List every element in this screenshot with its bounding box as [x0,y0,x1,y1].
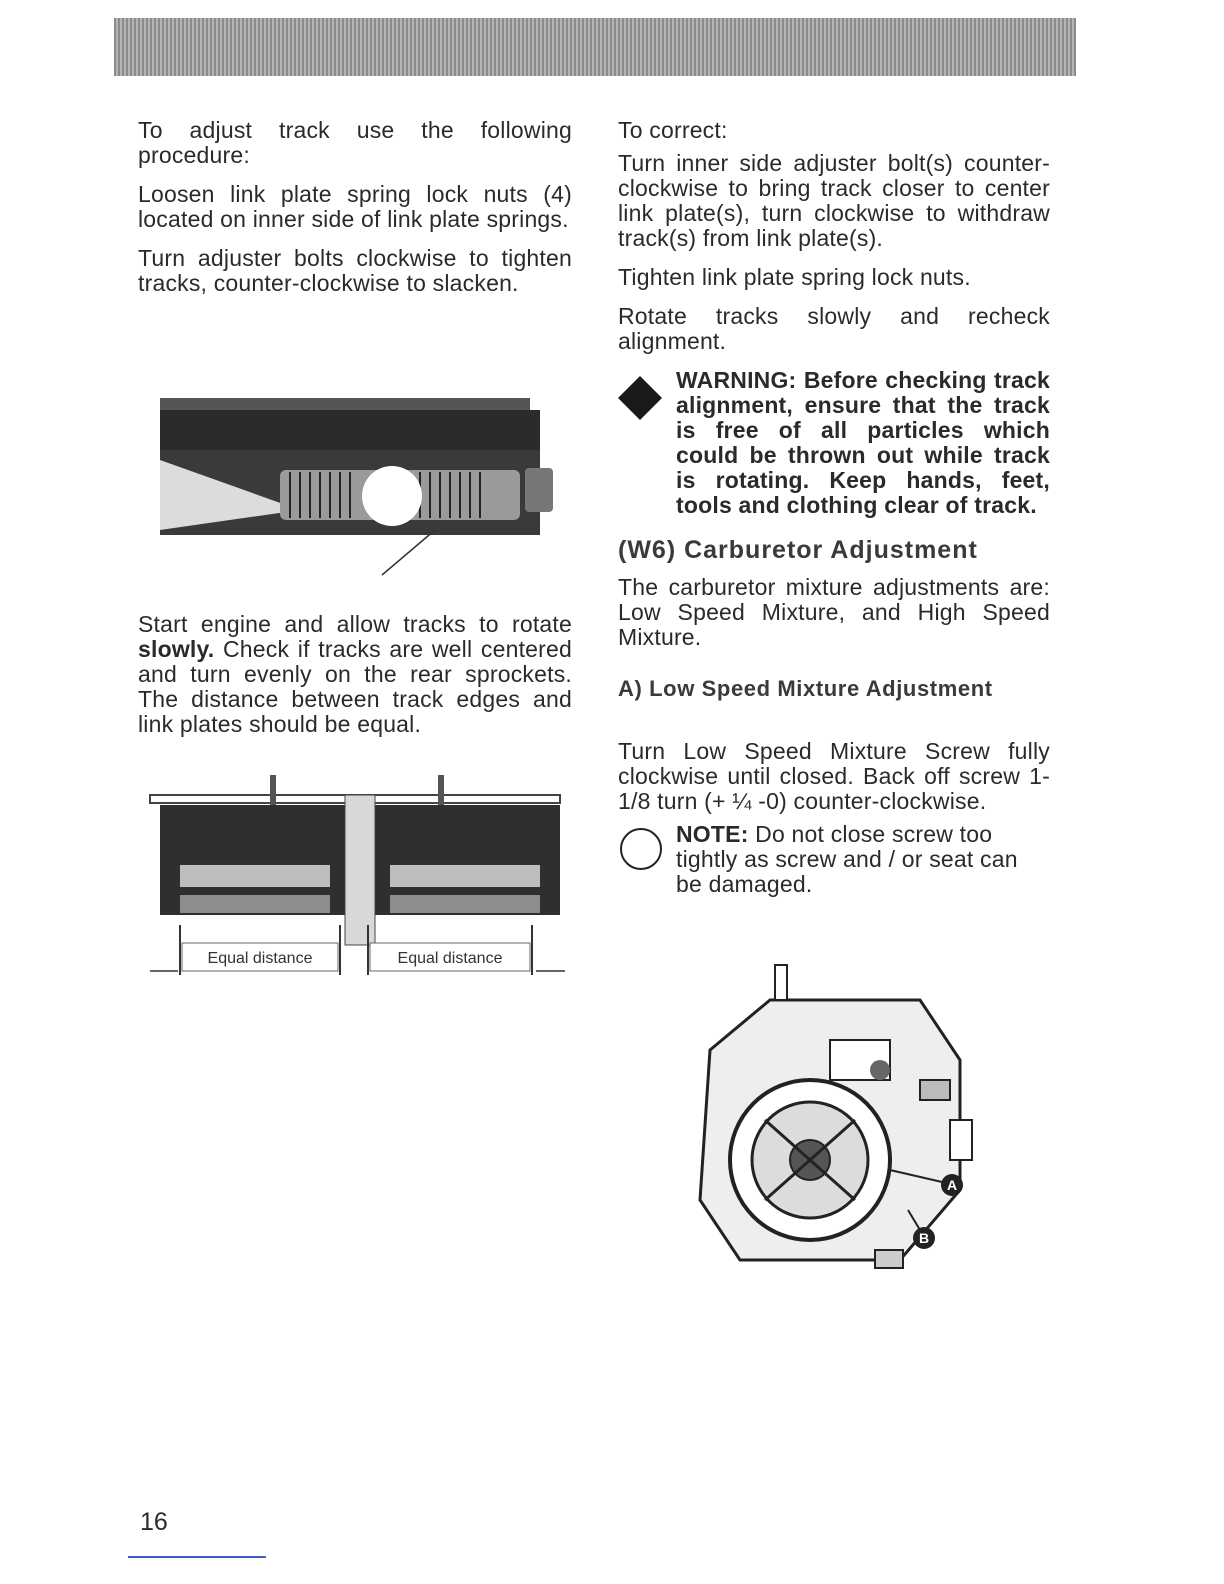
left-column-lower [138,612,572,751]
warning-text: WARNING: Before checking track alignment, ensure that the track is free of all particles which could be thrown out while track is rotating. Keep hands, feet, tools and clothing clear of track. [676,367,1050,518]
left-column [138,118,572,310]
header-bar [114,18,1076,76]
low-speed-subheading: A) Low Speed Mixture Adjustment [618,676,993,701]
to-correct-label: To correct: [618,117,728,143]
low-speed-paragraph: Turn Low Speed Mixture Screw fully clockwise until closed. Back off screw 1-1/8 turn (+ ¼ -0) counter-clockwise. [618,738,1050,814]
adjuster-bolt-figure [150,390,570,580]
loosen-paragraph: Loosen link plate spring lock nuts (4) located on inner side of link plate springs. [138,181,572,232]
carburetor-section-heading: (W6) Carburetor Adjustment [618,536,978,564]
start-engine-paragraph [138,612,572,737]
intro-paragraph: To adjust track use the following procedure: [138,117,572,168]
callout-a-label: A [946,1177,958,1193]
carburetor-paragraph: The carburetor mixture adjustments are: Low Speed Mixture, and High Speed Mixture. [618,574,1050,650]
note-label: NOTE: [676,821,749,847]
equal-distance-label-left: Equal distance [207,950,313,967]
equal-distance-label-right: Equal distance [397,950,503,967]
adjust-paragraph: Turn adjuster bolts clockwise to tighten tracks, counter-clockwise to slacken. [138,245,572,296]
carburetor-figure [680,960,980,1290]
page-number: 16 [140,1508,168,1536]
note-block [618,822,1050,897]
correct-paragraph: Turn inner side adjuster bolt(s) counter-clockwise to bring track closer to center link plate(s), turn clockwise to withdraw track(s) from link plate(s). [618,150,1050,251]
rotate-paragraph: Rotate tracks slowly and recheck alignment. [618,303,1050,354]
slowly-emphasis: slowly. [138,636,215,662]
right-column [618,118,1050,897]
circle-note-icon [618,826,664,872]
equal-distance-figure [140,775,570,980]
diamond-warning-icon [618,376,662,420]
warning-block [618,368,1050,518]
tighten-paragraph: Tighten link plate spring lock nuts. [618,264,971,290]
check-centered-text: Check if tracks are well centered and turn evenly on the rear sprockets. The distance between track edges and link plates should be equal. [138,636,572,737]
footer-rule [128,1556,266,1558]
start-engine-text: Start engine and allow tracks to rotate [138,611,572,637]
note-text: Do not close screw too tightly as screw and / or seat can be damaged. [676,821,1018,897]
callout-b-label: B [918,1230,930,1246]
